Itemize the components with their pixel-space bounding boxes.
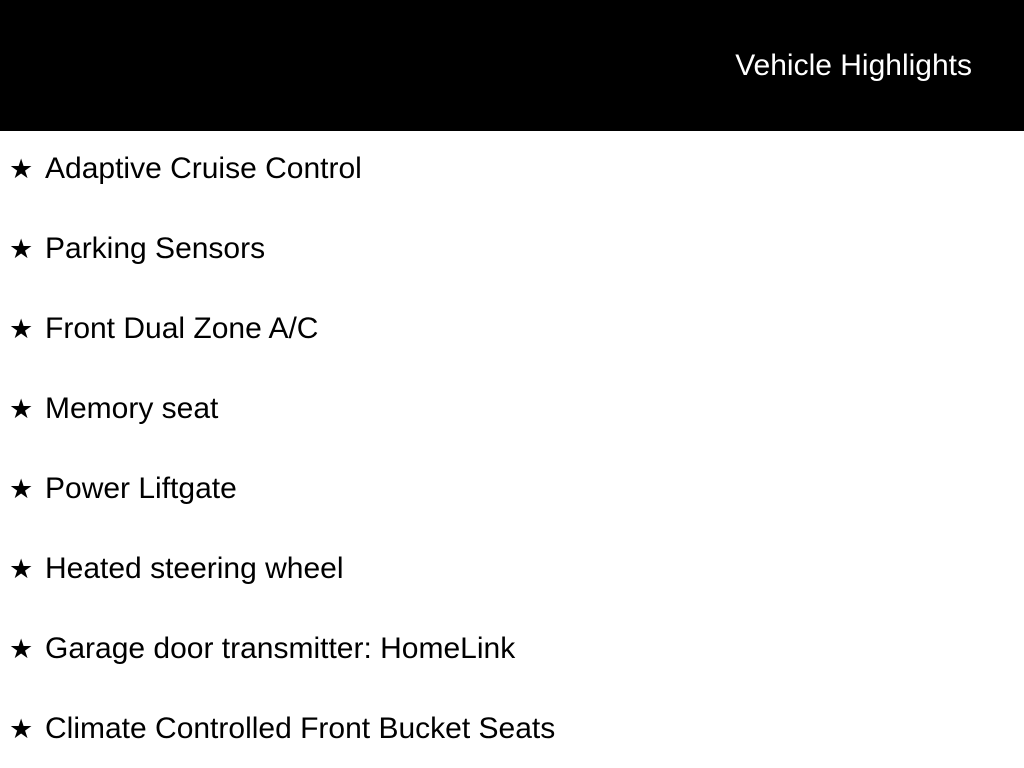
list-item [9,391,1004,427]
highlights-list [0,131,1024,747]
star-icon: ★ [9,234,34,264]
list-item-label: Heated steering wheel [45,552,344,585]
list-item [9,471,1004,507]
star-icon: ★ [9,394,34,424]
list-item-label: Garage door transmitter: HomeLink [45,632,516,665]
list-item [9,151,1004,187]
list-item-label: Power Liftgate [45,472,237,505]
list-item [9,311,1004,347]
list-item [9,551,1004,587]
list-item-label: Adaptive Cruise Control [45,152,362,185]
header-banner [0,0,1024,131]
star-icon: ★ [9,474,34,504]
page-title: Vehicle Highlights [735,49,972,82]
list-item-label: Front Dual Zone A/C [45,312,319,345]
star-icon: ★ [9,314,34,344]
list-item [9,231,1004,267]
list-item-label: Parking Sensors [45,232,266,265]
list-item-label: Memory seat [45,392,219,425]
star-icon: ★ [9,634,34,664]
star-icon: ★ [9,154,34,184]
list-item-label: Climate Controlled Front Bucket Seats [45,712,556,745]
list-item [9,631,1004,667]
star-icon: ★ [9,714,34,744]
star-icon: ★ [9,554,34,584]
list-item [9,711,1004,747]
